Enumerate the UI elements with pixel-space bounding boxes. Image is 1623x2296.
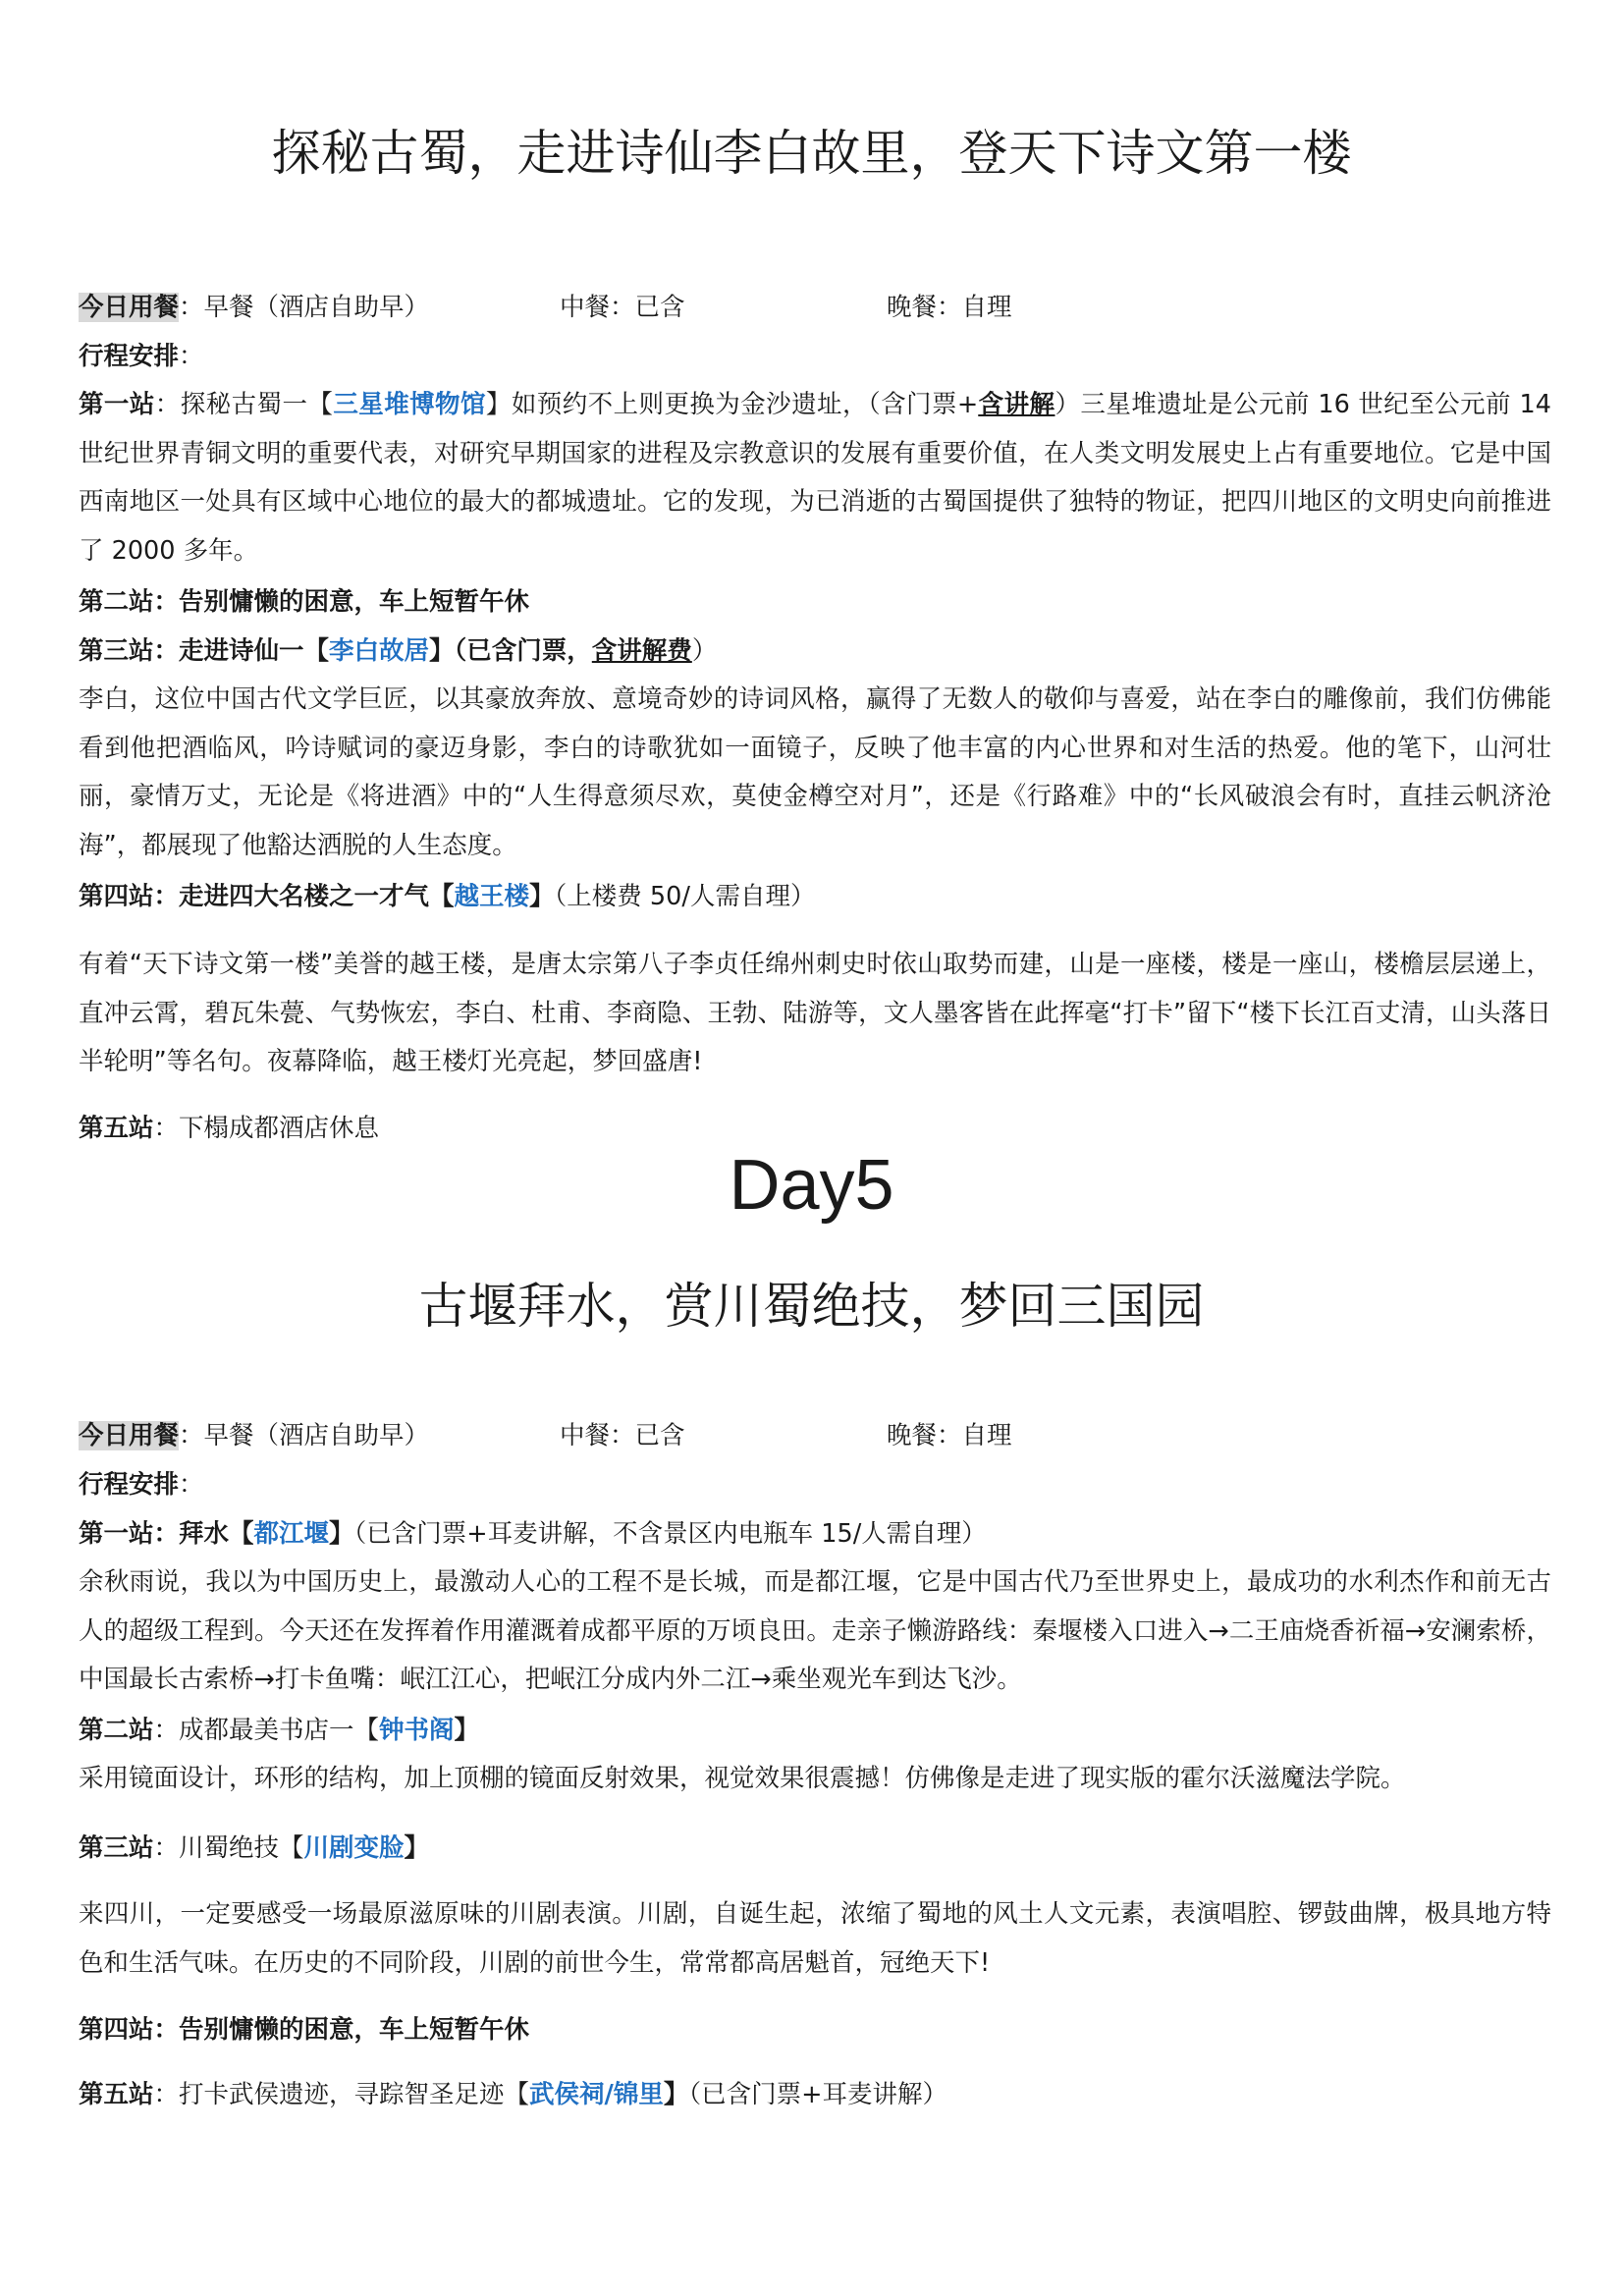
stop-label: 第一站 bbox=[79, 390, 155, 419]
day4-stop3-description: 李白，这位中国古代文学巨匠，以其豪放奔放、意境奇妙的诗词风格，赢得了无数人的敬仰与喜爱，站在李白的雕像前，我们仿佛能看到他把酒临风，吟诗赋词的豪迈身影，李白的诗歌犹如一面镜子，反映了他丰富的内心世界和对生活的热爱。他的笔下，山河壮丽，豪情万丈，无论是《将进酒》中的“人生得意须尽欢，莫使金樽空对月”，还是《行路难》中的“长风破浪会有时，直挂云帆济沧海”，都展现了他豁达洒脱的人生态度。 bbox=[79, 684, 1551, 860]
day5-stop1-header: 第一站：拜水【都江堰】（已含门票+耳麦讲解，不含景区内电瓶车 15/人需自理） bbox=[79, 1519, 987, 1549]
day5-stop5: 第五站：打卡武侯遗迹，寻踪智圣足迹【武侯祠/锦里】（已含门票+耳麦讲解） bbox=[79, 2080, 947, 2109]
day4-stop5: 第五站：下榻成都酒店休息 bbox=[79, 1114, 380, 1143]
zhongshuge-link: 钟书阁 bbox=[379, 1716, 455, 1745]
stop-description: 三星堆遗址是公元前 16 世纪至公元前 14 世纪世界青铜文明的重要代表，对研究早期国家的进程及宗教意识的发展有重要价值，在人类文明发展史上占有重要地位。它是中国西南地区一处具有区域中心地位的最大的都城遗址。它的发现，为已消逝的古蜀国提供了独特的物证，把四川地区的文明史向前推进了 2000 多年。 bbox=[79, 390, 1551, 566]
meals-label: 今日用餐 bbox=[79, 1421, 180, 1450]
day4-stop1: 第一站：探秘古蜀一【三星堆博物馆】如预约不上则更换为金沙遗址，（含门票+含讲解）三星堆遗址是公元前 16 世纪至公元前 14 世纪世界青铜文明的重要代表，对研究早期国家的进程及宗教意识的发展有重要价值，在人类文明发展史上占有重要地位。它是中国西南地区一处具有区域中心地位的最大的都城遗址。它的发现，为已消逝的古蜀国提供了独特的物证，把四川地区的文明史向前推进了 2000 多年。 bbox=[79, 390, 1551, 566]
day5-stop2-description: 采用镜面设计，环形的结构，加上顶棚的镜面反射效果，视觉效果很震撼！仿佛像是走进了现实版的霍尔沃滋魔法学院。 bbox=[79, 1764, 1406, 1793]
day4-title: 探秘古蜀，走进诗仙李白故里，登天下诗文第一楼 bbox=[271, 125, 1352, 182]
day4-stop3-header: 第三站：走进诗仙一【李白故居】（已含门票，含讲解费） bbox=[79, 636, 718, 666]
day5-stop3-description: 来四川，一定要感受一场最原滋原味的川剧表演。川剧，自诞生起，浓缩了蜀地的风土人文元素，表演唱腔、锣鼓曲牌，极具地方特色和生活气味。在历史的不同阶段，川剧的前世今生，常常都高居魁首，冠绝天下! bbox=[79, 1899, 1551, 1978]
day4-stop4-description: 有着“天下诗文第一楼”美誉的越王楼，是唐太宗第八子李贞任绵州刺史时依山取势而建，山是一座楼，楼是一座山，楼檐层层递上，直冲云霄，碧瓦朱甍、气势恢宏，李白、杜甫、李商隐、王勃、陆游等，文人墨客皆在此挥毫“打卡”留下“楼下长江百丈清，山头落日半轮明”等名句。夜幕降临，越王楼灯光亮起，梦回盛唐! bbox=[79, 950, 1551, 1076]
day5-schedule-label: 行程安排： bbox=[79, 1470, 204, 1500]
breakfast-text: ：早餐（酒店自助早） bbox=[179, 293, 430, 322]
day5-title: 古堰拜水，赏川蜀绝技，梦回三国园 bbox=[418, 1278, 1205, 1335]
day5-heading: Day5 bbox=[729, 1146, 894, 1225]
libai-residence-link: 李白故居 bbox=[329, 636, 430, 666]
day5-stop3-header: 第三站：川蜀绝技【川剧变脸】 bbox=[79, 1833, 430, 1863]
meals-label: 今日用餐 bbox=[79, 293, 180, 322]
day5-meals bbox=[79, 1411, 1551, 1460]
day5-stop2-header: 第二站：成都最美书店一【钟书阁】 bbox=[79, 1716, 480, 1745]
day4-stop4-header: 第四站：走进四大名楼之一才气【越王楼】（上楼费 50/人需自理） bbox=[79, 882, 816, 911]
dinner-text: 晚餐：自理 bbox=[887, 293, 1012, 322]
dujiangyan-link: 都江堰 bbox=[253, 1519, 330, 1549]
lunch-text: 中餐：已含 bbox=[560, 293, 685, 322]
lunch-text: 中餐：已含 bbox=[560, 1421, 685, 1450]
yuewang-tower-link: 越王楼 bbox=[454, 882, 530, 911]
day4-schedule-label: 行程安排： bbox=[79, 342, 204, 371]
day4-meals bbox=[79, 283, 1551, 332]
breakfast-text: ：早餐（酒店自助早） bbox=[179, 1421, 430, 1450]
day5-stop4: 第四站：告别慵懒的困意，车上短暂午休 bbox=[79, 2015, 530, 2045]
day5-stop1-description: 余秋雨说，我以为中国历史上，最激动人心的工程不是长城，而是都江堰，它是中国古代乃至世界史上，最成功的水利杰作和前无古人的超级工程到。今天还在发挥着作用灌溉着成都平原的万顷良田。走亲子懒游路线：秦堰楼入口进入→二王庙烧香祈福→安澜索桥，中国最长古索桥→打卡鱼嘴：岷江江心，把岷江分成内外二江→乘坐观光车到达飞沙。 bbox=[79, 1567, 1551, 1694]
dinner-text: 晚餐：自理 bbox=[887, 1421, 1012, 1450]
sichuan-opera-link: 川剧变脸 bbox=[303, 1833, 405, 1863]
day4-stop2: 第二站：告别慵懒的困意，车上短暂午休 bbox=[79, 587, 530, 617]
wuhou-shrine-link: 武侯祠/锦里 bbox=[529, 2080, 664, 2109]
sanxingdui-museum-link: 三星堆博物馆 bbox=[333, 390, 486, 419]
